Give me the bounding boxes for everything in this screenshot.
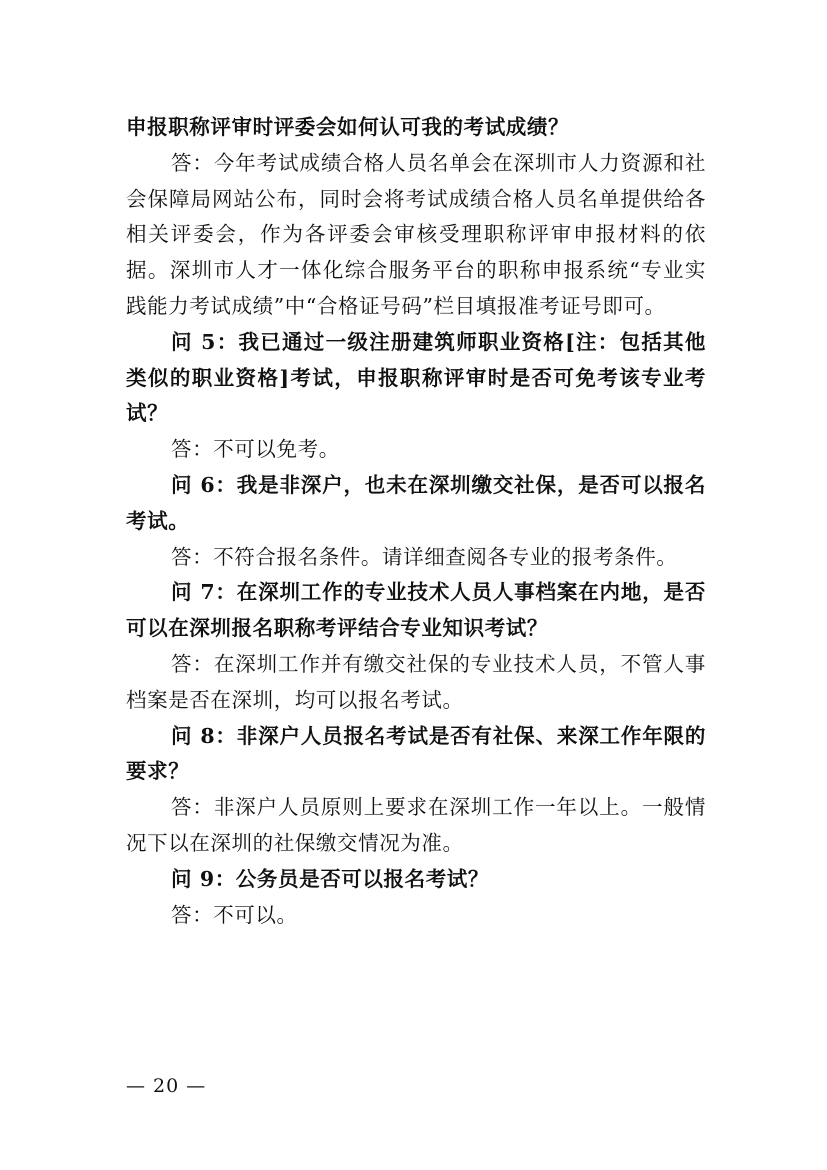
answer-4: 答：今年考试成绩合格人员名单会在深圳市人力资源和社会保障局网站公布，同时会将考试成绩合格人员名单提供给各相关评委会，作为各评委会审核受理职称评审申报材料的依据。深圳市人才一体化综合服务平台的职称申报系统“专业实践能力考试成绩”中“合格证号码”栏目填报准考证号即可。 [126,150,706,318]
answer-9: 答：不可以。 [171,902,298,927]
answer-6: 答：不符合报名条件。请详细查阅各专业的报考条件。 [171,544,678,569]
document-body [126,110,706,933]
answer-7: 答：在深圳工作并有缴交社保的专业技术人员，不管人事档案是否在深圳，均可以报名考试。 [126,651,706,712]
question-8: 问 8：非深户人员报名考试是否有社保、来深工作年限的要求？ [126,723,706,784]
answer-5: 答：不可以免考。 [171,437,340,462]
question-6: 问 6：我是非深户，也未在深圳缴交社保，是否可以报名考试。 [126,472,706,533]
page-number: — 20 — [126,1075,207,1097]
question-5: 问 5：我已通过一级注册建筑师职业资格[注：包括其他类似的职业资格]考试，申报职称评审时是否可免考该专业考试？ [126,329,706,426]
question-9: 问 9：公务员是否可以报名考试？ [171,866,489,891]
question-7: 问 7：在深圳工作的专业技术人员人事档案在内地，是否可以在深圳报名职称考评结合专业知识考试？ [126,580,706,641]
question-continued: 申报职称评审时评委会如何认可我的考试成绩？ [126,115,570,139]
answer-8: 答：非深户人员原则上要求在深圳工作一年以上。一般情况下以在深圳的社保缴交情况为准。 [126,795,706,855]
